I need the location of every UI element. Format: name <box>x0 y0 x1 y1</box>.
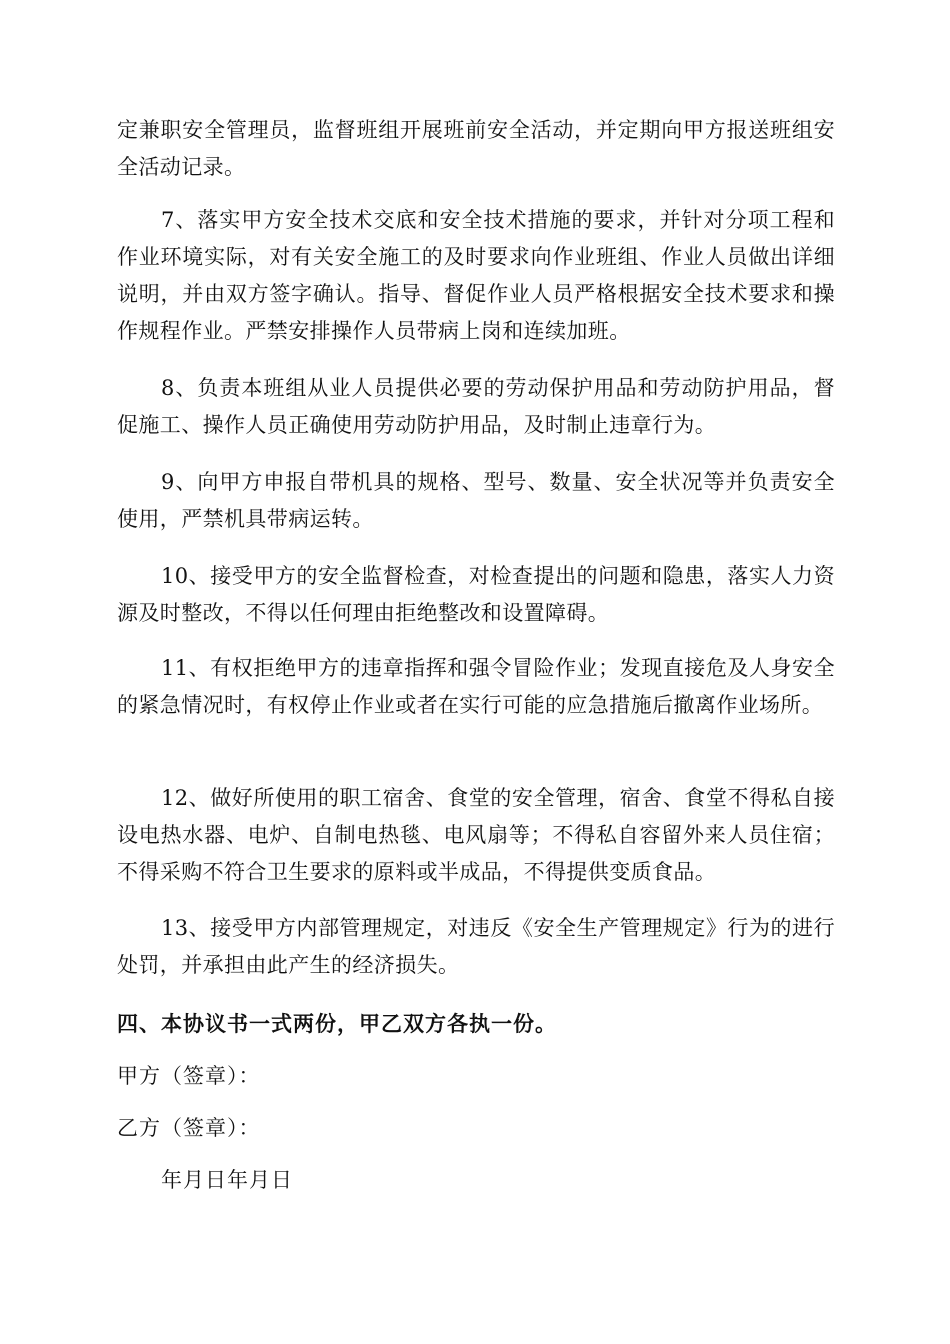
paragraph-continuation: 定兼职安全管理员，监督班组开展班前安全活动，并定期向甲方报送班组安全活动记录。 <box>117 118 835 179</box>
paragraph-item-11: 11、有权拒绝甲方的违章指挥和强令冒险作业；发现直接危及人身安全的紧急情况时，有权停止作业或者在实行可能的应急措施后撤离作业场所。 <box>117 656 835 717</box>
date-line: 年月日年月日 <box>161 1168 293 1192</box>
paragraph-item-13: 13、接受甲方内部管理规定，对违反《安全生产管理规定》行为的进行处罚，并承担由此产生的经济损失。 <box>117 916 835 977</box>
paragraph-item-8: 8、负责本班组从业人员提供必要的劳动保护用品和劳动防护用品，督促施工、操作人员正确使用劳动防护用品，及时制止违章行为。 <box>117 376 835 437</box>
section-heading-4: 四、本协议书一式两份，甲乙双方各执一份。 <box>117 1011 557 1036</box>
paragraph-item-7: 7、落实甲方安全技术交底和安全技术措施的要求，并针对分项工程和作业环境实际，对有关安全施工的及时要求向作业班组、作业人员做出详细说明，并由双方签字确认。指导、督促作业人员严格根据安全技术要求和操作规程作业。严禁安排操作人员带病上岗和连续加班。 <box>117 208 835 343</box>
party-b-signature-label: 乙方（签章）： <box>117 1116 261 1140</box>
paragraph-item-12: 12、做好所使用的职工宿舍、食堂的安全管理，宿舍、食堂不得私自接设电热水器、电炉、自制电热毯、电风扇等；不得私自容留外来人员住宿；不得采购不符合卫生要求的原料或半成品，不得提供变质食品。 <box>117 786 835 884</box>
paragraph-item-9: 9、向甲方申报自带机具的规格、型号、数量、安全状况等并负责安全使用，严禁机具带病运转。 <box>117 470 835 531</box>
paragraph-item-10: 10、接受甲方的安全监督检查，对检查提出的问题和隐患，落实人力资源及时整改，不得以任何理由拒绝整改和设置障碍。 <box>117 564 835 625</box>
party-a-signature-label: 甲方（签章）： <box>117 1064 261 1088</box>
